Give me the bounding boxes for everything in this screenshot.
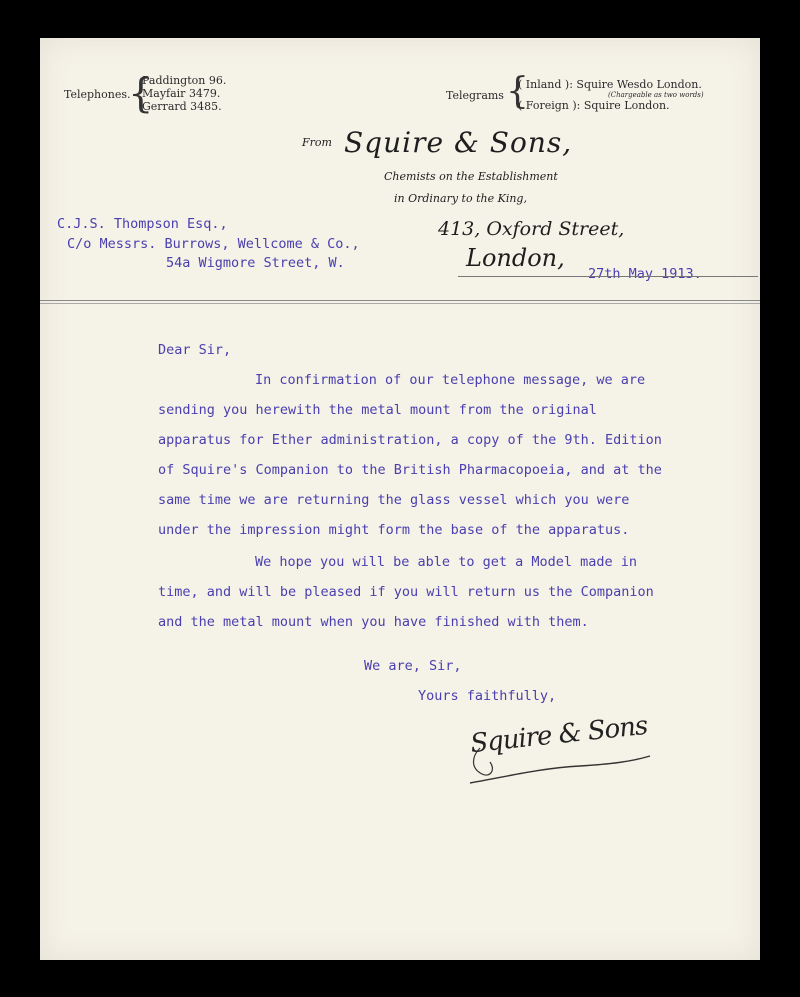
body-line: time, and will be pleased if you will return us the Companion xyxy=(158,584,654,600)
body-line: apparatus for Ether administration, a copy of the 9th. Edition xyxy=(158,432,662,448)
signature: Squire & Sons xyxy=(468,710,649,760)
telephone-number: Gerrard 3485. xyxy=(142,100,222,113)
date-rule xyxy=(458,276,758,277)
telegram-inland: ( Inland ): Squire Wesdo London. xyxy=(518,78,702,91)
letterhead-divider xyxy=(40,300,760,301)
firm-name: Squire & Sons, xyxy=(344,126,573,159)
telegrams-label: Telegrams xyxy=(446,89,504,102)
recipient-line-3: 54a Wigmore Street, W. xyxy=(166,255,345,271)
body-line: same time we are returning the glass vessel which you were xyxy=(158,492,630,508)
letter-date: 27th May 1913. xyxy=(588,266,702,282)
closing-line: Yours faithfully, xyxy=(418,688,557,704)
recipient-line-2: C/o Messrs. Burrows, Wellcome & Co., xyxy=(67,236,360,252)
street-address: 413, Oxford Street, xyxy=(438,218,625,240)
telegram-note: (Chargeable as two words) xyxy=(608,91,704,99)
closing-line: We are, Sir, xyxy=(364,658,462,674)
telegram-foreign: ( Foreign ): Squire London. xyxy=(518,99,670,112)
telephone-number: Paddington 96. xyxy=(142,74,227,87)
body-line: We hope you will be able to get a Model made in xyxy=(255,554,638,570)
telephones-label: Telephones. xyxy=(64,88,131,101)
city: London, xyxy=(466,244,565,272)
chemists-line-1: Chemists on the Establishment xyxy=(384,170,558,183)
body-line: sending you herewith the metal mount from the original xyxy=(158,402,597,418)
recipient-line-1: C.J.S. Thompson Esq., xyxy=(57,216,228,232)
body-line: of Squire's Companion to the British Pharmacopoeia, and at the xyxy=(158,462,662,478)
body-line: under the impression might form the base of the apparatus. xyxy=(158,522,630,538)
letter-page xyxy=(40,38,760,960)
from-label: From xyxy=(302,136,332,149)
telephone-number: Mayfair 3479. xyxy=(142,87,221,100)
body-line: In confirmation of our telephone message, we are xyxy=(255,372,646,388)
letterhead-divider-secondary xyxy=(40,303,760,304)
telegrams-brace: { xyxy=(506,71,529,112)
salutation: Dear Sir, xyxy=(158,342,232,358)
telephone-numbers xyxy=(142,74,226,113)
chemists-line-2: in Ordinary to the King, xyxy=(394,192,527,205)
body-line: and the metal mount when you have finished with them. xyxy=(158,614,589,630)
telephones-brace: { xyxy=(128,71,154,117)
telegram-addresses xyxy=(518,78,704,112)
